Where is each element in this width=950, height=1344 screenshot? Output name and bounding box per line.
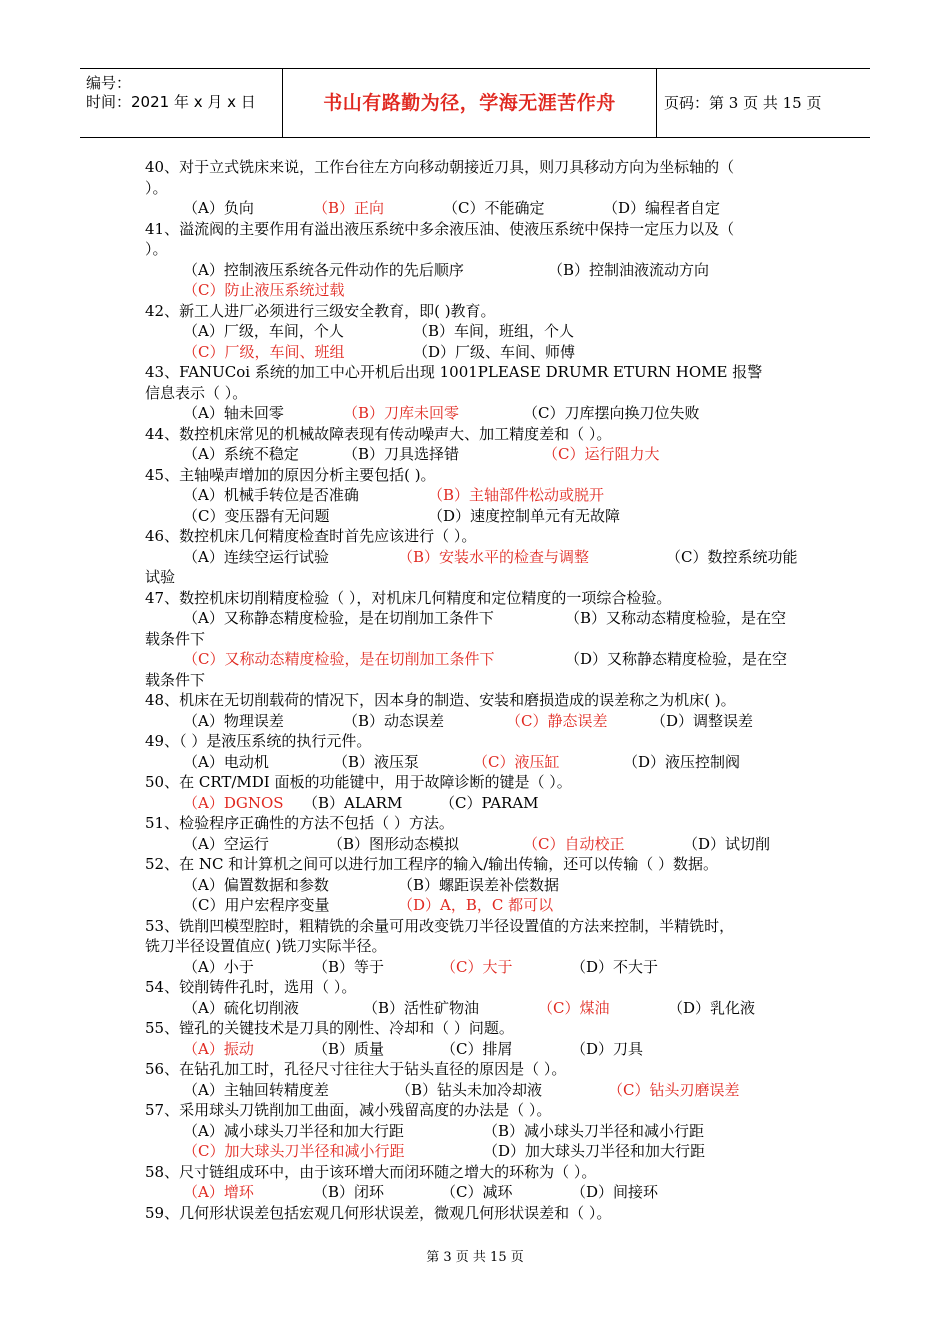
answer-option: （A）系统不稳定 bbox=[183, 445, 299, 463]
answer-option-correct: （B）刀库未回零 bbox=[343, 404, 460, 422]
answer-option: （A）轴未回零 bbox=[183, 404, 284, 422]
question-stem: 42、新工人进厂必须进行三级安全教育，即( )教育。 bbox=[145, 301, 496, 320]
option-row bbox=[145, 957, 810, 978]
question-stem-continued: 铣刀半径设置值应( )铣刀实际半径。 bbox=[145, 937, 387, 955]
answer-option: （C）变压器有无问题 bbox=[183, 506, 330, 525]
answer-option: （A）电动机 bbox=[183, 752, 269, 771]
answer-option-correct: （C）又称动态精度检验，是在切削加工条件下 bbox=[183, 650, 495, 668]
answer-option: （A）厂级，车间，个人 bbox=[183, 322, 344, 340]
answer-option: （D）刀具 bbox=[571, 1039, 644, 1058]
option-row bbox=[145, 280, 810, 301]
answer-option: （B）等于 bbox=[313, 957, 385, 976]
option-row bbox=[145, 1039, 810, 1060]
answer-option: （A）机械手转位是否准确 bbox=[183, 486, 359, 504]
option-row bbox=[145, 998, 810, 1019]
question-stem: 54、铰削铸件孔时，选用（ ）。 bbox=[145, 978, 357, 996]
answer-option: （D）液压控制阀 bbox=[623, 752, 741, 771]
answer-option-correct: （C）自动校正 bbox=[523, 834, 625, 853]
option-row bbox=[145, 1080, 810, 1101]
answer-option: （B）车间，班组，个人 bbox=[413, 322, 575, 340]
answer-option: （B）图形动态模拟 bbox=[328, 834, 460, 853]
option-row bbox=[145, 444, 810, 465]
question-stem: 45、主轴噪声增加的原因分析主要包括( )。 bbox=[145, 465, 436, 484]
answer-option: （C）刀库摆向换刀位失败 bbox=[523, 404, 700, 422]
answer-option: （B）动态误差 bbox=[343, 711, 445, 730]
answer-option: （A）连续空运行试验 bbox=[183, 547, 329, 566]
answer-option-correct: （B）正向 bbox=[313, 199, 385, 217]
answer-option-correct: （A）振动 bbox=[183, 1039, 254, 1058]
answer-option: （A）又称静态精度检验，是在切削加工条件下 bbox=[183, 609, 494, 627]
answer-option: （B）螺距误差补偿数据 bbox=[398, 875, 560, 894]
question-stem: 59、几何形状误差包括宏观几何形状误差，微观几何形状误差和（ ）。 bbox=[145, 1203, 612, 1222]
answer-option: （D）加大球头刀半径和加大行距 bbox=[483, 1142, 706, 1160]
answer-option: （D）速度控制单元有无故障 bbox=[428, 506, 621, 525]
question-stem: 48、机床在无切削载荷的情况下，因本身的制造、安装和磨损造成的误差称之为机床( )。 bbox=[145, 691, 736, 709]
header-slogan-cell bbox=[282, 69, 657, 137]
header-slogan: 书山有路勤为径，学海无涯苦作舟 bbox=[323, 92, 616, 114]
answer-option: （B）刀具选择错 bbox=[343, 445, 460, 463]
page-indicator: 页码：第 3 页 共 15 页 bbox=[664, 94, 822, 112]
answer-option-correct: （C）液压缸 bbox=[473, 752, 560, 771]
answer-option: （A）硫化切削液 bbox=[183, 998, 299, 1017]
header-right-cell bbox=[656, 69, 870, 137]
question-stem: 40、对于立式铣床来说，工作台往左方向移动朝接近刀具，则刀具移动方向为坐标轴的（ bbox=[145, 158, 735, 176]
answer-option: （D）试切削 bbox=[683, 834, 771, 853]
option-row bbox=[145, 260, 810, 281]
document-date: 时间：2021 年 x 月 x 日 bbox=[86, 93, 256, 111]
answer-option-correct: （C）静态误差 bbox=[506, 711, 608, 730]
option-row bbox=[145, 1121, 810, 1142]
answer-option: （D）调整误差 bbox=[651, 711, 754, 730]
option-row bbox=[145, 793, 810, 814]
answer-option-correct: （C）钻头刃磨误差 bbox=[608, 1080, 740, 1099]
option-row bbox=[145, 895, 810, 916]
answer-option: （B）质量 bbox=[313, 1039, 385, 1058]
question-stem: 49、（ ）是液压系统的执行元件。 bbox=[145, 732, 372, 750]
answer-option: （D）不大于 bbox=[571, 957, 659, 976]
answer-option: （C）PARAM bbox=[440, 793, 539, 812]
answer-option: （A）偏置数据和参数 bbox=[183, 875, 329, 894]
option-row bbox=[145, 403, 810, 424]
answer-option: （D）厂级、车间、师傅 bbox=[413, 342, 576, 361]
question-stem: 58、尺寸链组成环中，由于该环增大而闭环随之增大的环称为（ ）。 bbox=[145, 1162, 597, 1181]
option-row bbox=[145, 1141, 810, 1162]
answer-option: （B）钻头未加冷却液 bbox=[396, 1080, 543, 1099]
answer-option: （C）不能确定 bbox=[443, 199, 545, 217]
question-stem: 56、在钻孔加工时，孔径尺寸往往大于钻头直径的原因是（ ）。 bbox=[145, 1060, 567, 1078]
question-stem-continued: 信息表示（ ）。 bbox=[145, 383, 248, 402]
option-row bbox=[145, 875, 810, 896]
answer-option: （D）编程者自定 bbox=[603, 199, 721, 217]
answer-option: （C）用户宏程序变量 bbox=[183, 896, 330, 914]
answer-option: （B）ALARM bbox=[303, 793, 403, 812]
answer-option: （C）减环 bbox=[441, 1183, 513, 1201]
question-stem-continued: ）。 bbox=[145, 178, 168, 197]
option-row bbox=[145, 752, 810, 773]
question-stem: 46、数控机床几何精度检查时首先应该进行（ ）。 bbox=[145, 527, 477, 545]
option-wrap-text: 载条件下 bbox=[145, 670, 206, 689]
answer-option-correct: （C）厂级，车间、班组 bbox=[183, 342, 345, 361]
answer-option-correct: （B）安装水平的检查与调整 bbox=[398, 547, 590, 566]
answer-option-correct: （C）防止液压系统过载 bbox=[183, 281, 345, 299]
answer-option: （C）排屑 bbox=[441, 1039, 513, 1058]
answer-option: （A）小于 bbox=[183, 957, 254, 976]
answer-option: （A）空运行 bbox=[183, 834, 269, 853]
question-stem: 41、溢流阀的主要作用有溢出液压系统中多余液压油、使液压系统中保持一定压力以及（ bbox=[145, 219, 735, 238]
answer-option: （B）控制油液流动方向 bbox=[548, 260, 710, 279]
answer-option: （B）减小球头刀半径和减小行距 bbox=[483, 1121, 705, 1140]
option-row bbox=[145, 711, 810, 732]
question-stem: 44、数控机床常见的机械故障表现有传动噪声大、加工精度差和（ ）。 bbox=[145, 424, 612, 443]
answer-option-correct: （C）大于 bbox=[441, 957, 513, 976]
option-row bbox=[145, 198, 810, 219]
question-stem: 51、检验程序正确性的方法不包括（ ）方法。 bbox=[145, 814, 454, 832]
question-stem: 52、在 NC 和计算机之间可以进行加工程序的输入/输出传输，还可以传输（ ）数据。 bbox=[145, 855, 719, 873]
answer-option: （A）负向 bbox=[183, 199, 254, 217]
option-row bbox=[145, 342, 810, 363]
document-number-label: 编号： bbox=[86, 74, 132, 92]
option-row bbox=[145, 608, 810, 629]
option-row bbox=[145, 321, 810, 342]
option-row bbox=[145, 485, 810, 506]
question-stem: 47、数控机床切削精度检验（ ），对机床几何精度和定位精度的一项综合检验。 bbox=[145, 588, 672, 607]
answer-option: （B）又称动态精度检验，是在空 bbox=[565, 609, 787, 627]
question-stem: 53、铣削凹模型腔时，粗精铣的余量可用改变铣刀半径设置值的方法来控制，半精铣时， bbox=[145, 916, 735, 935]
option-row bbox=[145, 1182, 810, 1203]
question-stem: 55、镗孔的关键技术是刀具的刚性、冷却和（ ）问题。 bbox=[145, 1019, 514, 1037]
option-row bbox=[145, 547, 810, 568]
answer-option: （A）控制液压系统各元件动作的先后顺序 bbox=[183, 260, 464, 279]
answer-option: （D）间接环 bbox=[571, 1183, 659, 1201]
option-wrap-text: 试验 bbox=[145, 568, 176, 586]
question-stem: 57、采用球头刀铣削加工曲面，减小残留高度的办法是（ ）。 bbox=[145, 1101, 552, 1119]
answer-option: （A）主轴回转精度差 bbox=[183, 1080, 329, 1099]
answer-option-correct: （C）煤油 bbox=[538, 998, 610, 1017]
answer-option-correct: （A）DGNOS bbox=[183, 793, 284, 812]
question-stem: 43、FANUCoi 系统的加工中心开机后出现 1001PLEASE DRUMR ETURN HOME 报警 bbox=[145, 363, 763, 381]
answer-option-correct: （D）A，B，C 都可以 bbox=[398, 896, 554, 914]
option-row bbox=[145, 834, 810, 855]
page-header bbox=[80, 68, 870, 138]
header-left-cell bbox=[80, 69, 282, 137]
option-row bbox=[145, 649, 810, 670]
answer-option: （B）闭环 bbox=[313, 1183, 385, 1201]
answer-option: （C）数控系统功能 bbox=[666, 547, 798, 566]
question-stem-continued: ）。 bbox=[145, 240, 168, 258]
answer-option: （D）又称静态精度检验，是在空 bbox=[565, 650, 788, 668]
question-stem: 50、在 CRT/MDI 面板的功能键中，用于故障诊断的键是（ ）。 bbox=[145, 773, 572, 791]
answer-option: （B）活性矿物油 bbox=[363, 998, 480, 1017]
question-list bbox=[145, 157, 810, 1223]
answer-option: （B）液压泵 bbox=[333, 752, 420, 771]
answer-option-correct: （A）增环 bbox=[183, 1183, 254, 1201]
answer-option: （A）减小球头刀半径和加大行距 bbox=[183, 1121, 404, 1140]
answer-option-correct: （B）主轴部件松动或脱开 bbox=[428, 486, 605, 504]
answer-option-correct: （C）运行阻力大 bbox=[543, 445, 660, 463]
page-footer: 第 3 页 共 15 页 bbox=[426, 1250, 524, 1265]
answer-option-correct: （C）加大球头刀半径和减小行距 bbox=[183, 1142, 405, 1160]
answer-option: （A）物理误差 bbox=[183, 711, 284, 730]
option-wrap-text: 载条件下 bbox=[145, 629, 206, 648]
option-row bbox=[145, 506, 810, 527]
answer-option: （D）乳化液 bbox=[668, 998, 756, 1017]
